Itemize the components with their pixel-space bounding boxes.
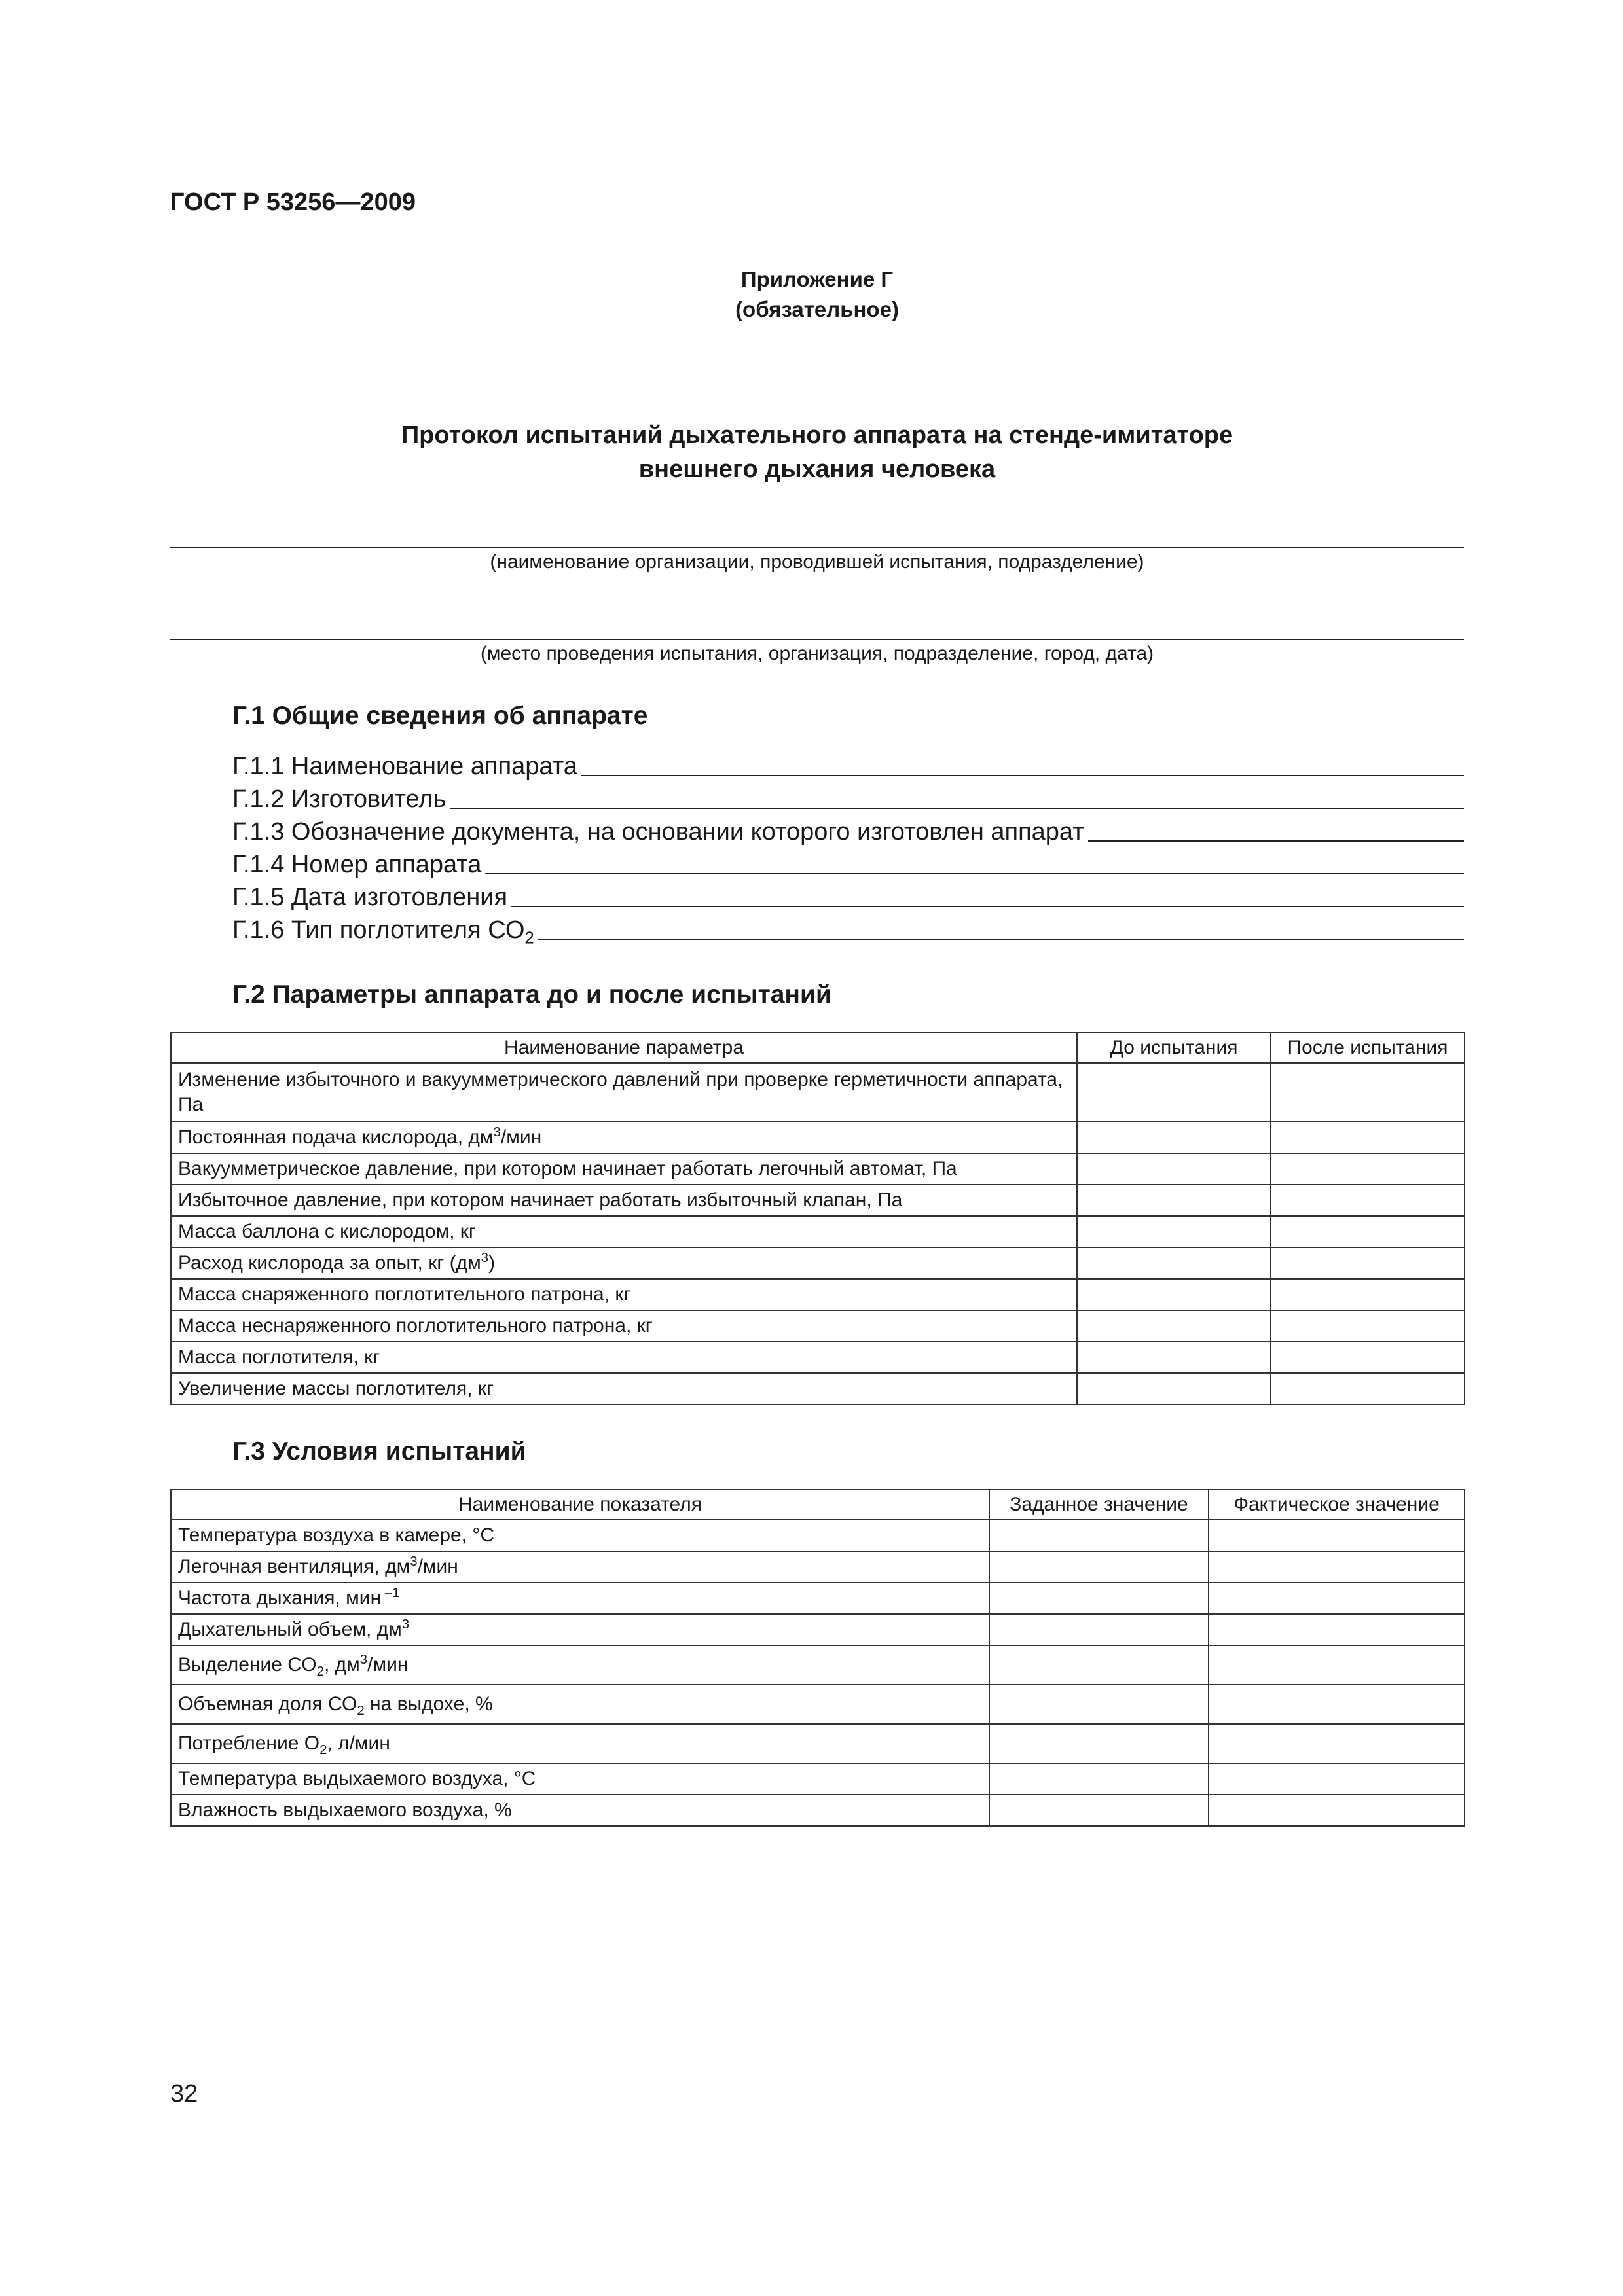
- value-cell[interactable]: [1271, 1185, 1465, 1216]
- protocol-title-line1: Протокол испытаний дыхательного аппарата на стенде-имитаторе: [401, 422, 1233, 449]
- value-cell[interactable]: [989, 1520, 1209, 1551]
- value-cell[interactable]: [1077, 1342, 1271, 1373]
- value-cell[interactable]: [989, 1795, 1209, 1826]
- place-caption: (место проведения испытания, организация, подразделение, город, дата): [480, 643, 1154, 664]
- field-blank[interactable]: [450, 808, 1464, 809]
- indicator-name: Дыхательный объем, $дм^3$: [171, 1614, 989, 1645]
- parameter-name: Вакуумметрическое давление, при котором начинает работать легочный автомат, Па: [171, 1153, 1077, 1185]
- place-blank-line[interactable]: [170, 639, 1464, 640]
- field-manufacture-date[interactable]: [232, 880, 1464, 910]
- column-header: Заданное значение: [989, 1490, 1209, 1520]
- table-row: [171, 1373, 1465, 1405]
- value-cell[interactable]: [1209, 1724, 1465, 1763]
- value-cell[interactable]: [1271, 1373, 1465, 1405]
- field-apparatus-name[interactable]: [232, 749, 1464, 779]
- value-cell[interactable]: [1271, 1122, 1465, 1153]
- page-number: 32: [170, 2080, 198, 2108]
- field-label: Г.1.4 Номер аппарата: [232, 851, 482, 878]
- value-cell[interactable]: [1271, 1153, 1465, 1185]
- annex-kind: (обязательное): [735, 297, 899, 321]
- value-cell[interactable]: [989, 1583, 1209, 1614]
- table-header-row: [171, 1490, 1465, 1520]
- column-header: После испытания: [1271, 1033, 1465, 1063]
- table-row: [171, 1724, 1465, 1763]
- field-label: Г.1.5 Дата изготовления: [232, 884, 508, 911]
- field-label: Г.1.6 Тип поглотителя $СО_2$: [232, 916, 534, 948]
- indicator-name: Частота дыхания, мин $^{-1}$: [171, 1583, 989, 1614]
- parameter-name: Избыточное давление, при котором начинает работать избыточный клапан, Па: [171, 1185, 1077, 1216]
- value-cell[interactable]: [1209, 1583, 1465, 1614]
- parameter-name: Масса снаряженного поглотительного патрона, кг: [171, 1279, 1077, 1310]
- indicator-name: Выделение $СО_2$, $дм^3$/мин: [171, 1645, 989, 1685]
- conditions-table: [170, 1489, 1465, 1827]
- table-row: [171, 1583, 1465, 1614]
- field-blank[interactable]: [511, 906, 1464, 907]
- value-cell[interactable]: [1209, 1795, 1465, 1826]
- table-row: [171, 1063, 1465, 1122]
- field-apparatus-number[interactable]: [232, 847, 1464, 877]
- indicator-name: Температура воздуха в камере, °С: [171, 1520, 989, 1551]
- parameter-name: Постоянная подача кислорода, $дм^3$/мин: [171, 1122, 1077, 1153]
- parameter-name: Расход кислорода за опыт, кг $(дм^3)$: [171, 1247, 1077, 1279]
- document-code: ГОСТ Р 53256—2009: [170, 188, 416, 216]
- value-cell[interactable]: [1077, 1310, 1271, 1342]
- field-label: Г.1.2 Изготовитель: [232, 785, 447, 813]
- value-cell[interactable]: [989, 1551, 1209, 1583]
- table-row: [171, 1685, 1465, 1724]
- table-row: [171, 1247, 1465, 1279]
- section3-heading: Г.3 Условия испытаний: [232, 1437, 526, 1465]
- value-cell[interactable]: [1077, 1063, 1271, 1122]
- value-cell[interactable]: [1077, 1122, 1271, 1153]
- annex-title: Приложение Г: [740, 267, 894, 291]
- indicator-name: Влажность выдыхаемого воздуха, %: [171, 1795, 989, 1826]
- value-cell[interactable]: [1209, 1645, 1465, 1685]
- value-cell[interactable]: [1271, 1310, 1465, 1342]
- value-cell[interactable]: [989, 1763, 1209, 1795]
- parameter-name: Масса неснаряженного поглотительного патрона, кг: [171, 1310, 1077, 1342]
- table-row: [171, 1795, 1465, 1826]
- field-label: Г.1.1 Наименование аппарата: [232, 753, 577, 780]
- parameter-name: Масса баллона с кислородом, кг: [171, 1216, 1077, 1247]
- value-cell[interactable]: [1077, 1247, 1271, 1279]
- table-row: [171, 1310, 1465, 1342]
- value-cell[interactable]: [1271, 1063, 1465, 1122]
- protocol-title-line2: внешнего дыхания человека: [638, 456, 996, 483]
- field-label: Г.1.3 Обозначение документа, на основании которого изготовлен аппарат: [232, 818, 1084, 846]
- value-cell[interactable]: [1209, 1685, 1465, 1724]
- section1-heading: Г.1 Общие сведения об аппарате: [232, 702, 648, 730]
- table-row: [171, 1763, 1465, 1795]
- indicator-name: Объемная доля $СО_2$ на выдохе, %: [171, 1685, 989, 1724]
- indicator-name: Температура выдыхаемого воздуха, °С: [171, 1763, 989, 1795]
- field-blank[interactable]: [1088, 840, 1464, 842]
- table-row: [171, 1216, 1465, 1247]
- value-cell[interactable]: [1077, 1279, 1271, 1310]
- value-cell[interactable]: [1077, 1373, 1271, 1405]
- table-header-row: [171, 1033, 1465, 1063]
- value-cell[interactable]: [989, 1685, 1209, 1724]
- table-row: [171, 1614, 1465, 1645]
- field-blank[interactable]: [538, 939, 1464, 940]
- value-cell[interactable]: [989, 1614, 1209, 1645]
- org-caption: (наименование организации, проводившей испытания, подразделение): [490, 551, 1144, 573]
- value-cell[interactable]: [1271, 1216, 1465, 1247]
- table-row: [171, 1279, 1465, 1310]
- table-row: [171, 1185, 1465, 1216]
- column-header: Наименование параметра: [171, 1033, 1077, 1063]
- field-blank[interactable]: [581, 775, 1464, 776]
- indicator-name: Легочная вентиляция, $дм^3$/мин: [171, 1551, 989, 1583]
- value-cell[interactable]: [1271, 1342, 1465, 1373]
- value-cell[interactable]: [1077, 1185, 1271, 1216]
- table-row: [171, 1520, 1465, 1551]
- value-cell[interactable]: [1209, 1614, 1465, 1645]
- value-cell[interactable]: [1209, 1763, 1465, 1795]
- value-cell[interactable]: [1077, 1216, 1271, 1247]
- table-row: [171, 1645, 1465, 1685]
- value-cell[interactable]: [989, 1645, 1209, 1685]
- field-absorber-type[interactable]: [232, 912, 1464, 948]
- column-header: Наименование показателя: [171, 1490, 989, 1520]
- table-row: [171, 1122, 1465, 1153]
- value-cell[interactable]: [1209, 1551, 1465, 1583]
- value-cell[interactable]: [989, 1724, 1209, 1763]
- value-cell[interactable]: [1271, 1247, 1465, 1279]
- field-manufacturer[interactable]: [232, 781, 1464, 812]
- indicator-name: Потребление $О_2$, л/мин: [171, 1724, 989, 1763]
- section2-heading: Г.2 Параметры аппарата до и после испытаний: [232, 980, 831, 1009]
- column-header: До испытания: [1077, 1033, 1271, 1063]
- parameter-name: Увеличение массы поглотителя, кг: [171, 1373, 1077, 1405]
- field-document-designation[interactable]: [232, 814, 1464, 844]
- table-row: [171, 1153, 1465, 1185]
- value-cell[interactable]: [1209, 1520, 1465, 1551]
- table-row: [171, 1342, 1465, 1373]
- parameters-table: [170, 1032, 1465, 1405]
- parameter-name: Масса поглотителя, кг: [171, 1342, 1077, 1373]
- parameter-name: Изменение избыточного и вакуумметрического давлений при проверке герметичности аппарата, Па: [171, 1063, 1077, 1122]
- field-blank[interactable]: [485, 873, 1464, 874]
- table-row: [171, 1551, 1465, 1583]
- value-cell[interactable]: [1271, 1279, 1465, 1310]
- org-blank-line[interactable]: [170, 547, 1464, 548]
- value-cell[interactable]: [1077, 1153, 1271, 1185]
- column-header: Фактическое значение: [1209, 1490, 1465, 1520]
